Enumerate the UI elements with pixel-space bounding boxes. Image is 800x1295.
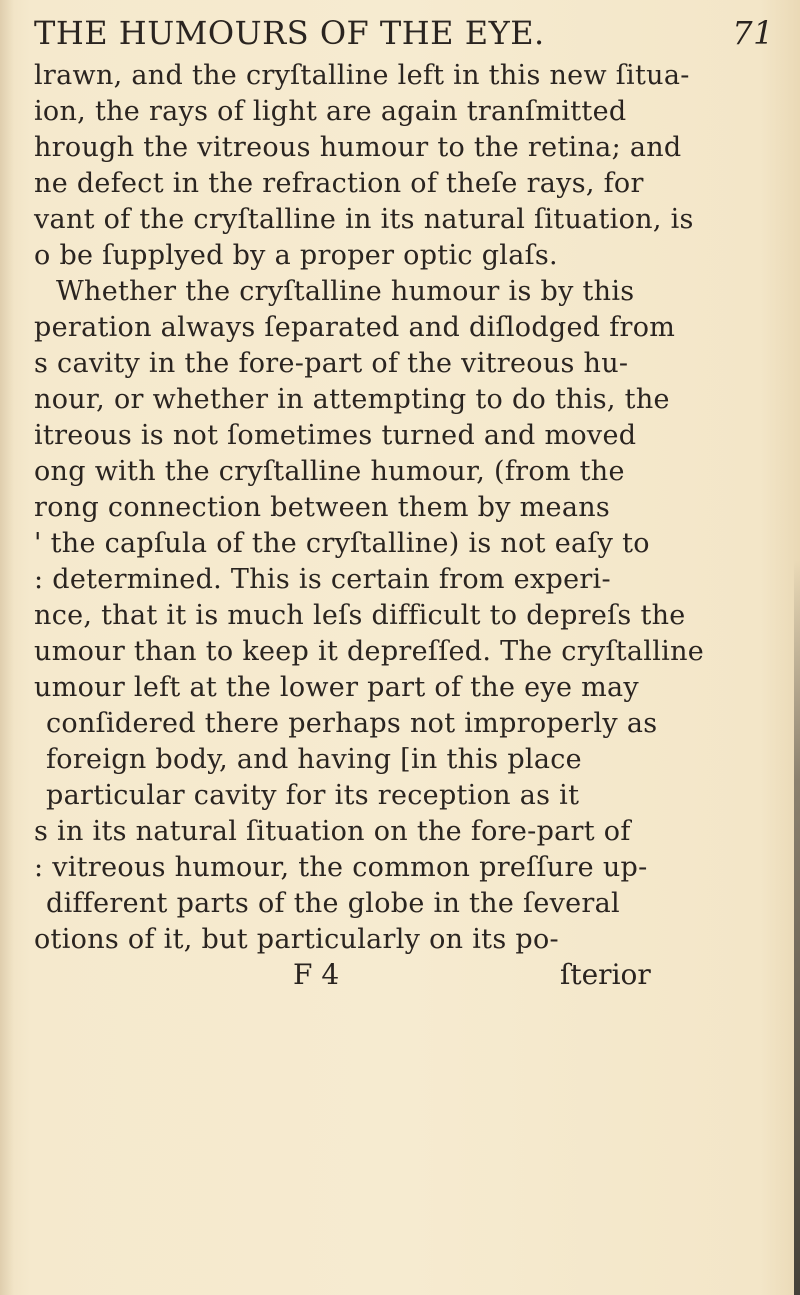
text-line: umour left at the lower part of the eye may <box>34 672 639 703</box>
text-line: : determined. This is certain from experi- <box>34 564 611 595</box>
page-footer <box>0 958 800 998</box>
text-line: o be ſupplyed by a proper optic glaſs. <box>34 240 558 271</box>
text-line: : vitreous humour, the common preſſure up- <box>34 852 648 883</box>
text-line: ong with the cryſtalline humour, (from the <box>34 456 625 487</box>
gutter-shadow <box>0 0 14 1295</box>
signature-mark: F 4 <box>293 958 340 991</box>
text-line: itreous is not ſometimes turned and moved <box>34 420 637 451</box>
text-line: rong connection between them by means <box>34 492 611 523</box>
text-line: lrawn, and the cryſtalline left in this new ſitua- <box>34 60 690 91</box>
text-line: ne defect in the refraction of theſe rays, for <box>34 168 644 199</box>
text-line: peration always ſeparated and diſlodged from <box>34 312 676 343</box>
running-header <box>34 14 774 54</box>
catchword: ſterior <box>560 958 651 991</box>
text-line: umour than to keep it depreſſed. The cryſtalline <box>34 636 705 667</box>
page-number: 71 <box>732 14 774 52</box>
text-line: Whether the cryſtalline humour is by this <box>56 276 635 307</box>
text-line: conſidered there perhaps not improperly as <box>46 708 658 739</box>
text-line: foreign body, and having [in this place <box>46 744 582 775</box>
text-line: hrough the vitreous humour to the retina; and <box>34 132 682 163</box>
text-line: ' the capſula of the cryſtalline) is not eaſy to <box>34 528 650 559</box>
page-edge-shadow <box>794 560 800 1295</box>
text-line: s cavity in the fore-part of the vitreous hu- <box>34 348 629 379</box>
text-line: vant of the cryſtalline in its natural ſituation, is <box>34 204 694 235</box>
text-line: different parts of the globe in the ſeveral <box>46 888 620 919</box>
text-line: particular cavity for its reception as it <box>46 780 580 811</box>
text-line: nce, that it is much leſs difficult to depreſs the <box>34 600 686 631</box>
text-line: otions of it, but particularly on its po- <box>34 924 559 955</box>
running-title: THE HUMOURS OF THE EYE. <box>34 14 545 52</box>
text-line: nour, or whether in attempting to do this, the <box>34 384 670 415</box>
text-line: ion, the rays of light are again tranſmitted <box>34 96 627 127</box>
text-line: s in its natural ſituation on the fore-part of <box>34 816 631 847</box>
